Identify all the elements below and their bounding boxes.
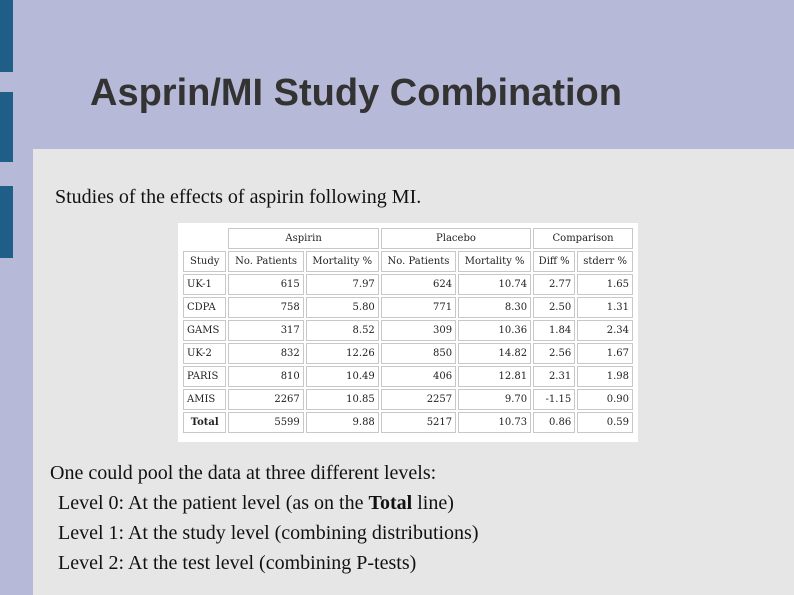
table-row — [183, 320, 633, 341]
cell-aspirin-mortality: 7.97 — [306, 274, 379, 295]
table-row-total — [183, 412, 633, 433]
cell-study: CDPA — [183, 297, 226, 318]
table-row — [183, 274, 633, 295]
cell-aspirin-patients: 615 — [228, 274, 303, 295]
cell-stderr: 1.65 — [577, 274, 633, 295]
column-header-row — [183, 251, 633, 272]
study-table-container — [178, 223, 638, 442]
cell-study: UK-1 — [183, 274, 226, 295]
cell-diff: -1.15 — [533, 389, 575, 410]
level-0-suffix: line) — [412, 492, 454, 514]
cell-placebo-mortality: 12.81 — [458, 366, 531, 387]
cell-diff: 2.77 — [533, 274, 575, 295]
cell-placebo-patients: 309 — [381, 320, 456, 341]
level-0-bold: Total — [368, 492, 413, 514]
cell-placebo-mortality: 9.70 — [458, 389, 531, 410]
cell-stderr: 2.34 — [577, 320, 633, 341]
col-header-placebo-mortality: Mortality % — [458, 251, 531, 272]
header-blank-cell — [183, 228, 226, 249]
accent-bar-bottom — [0, 186, 13, 258]
cell-study: AMIS — [183, 389, 226, 410]
table-row — [183, 343, 633, 364]
cell-diff: 0.86 — [533, 412, 575, 433]
cell-placebo-patients: 850 — [381, 343, 456, 364]
cell-aspirin-mortality: 12.26 — [306, 343, 379, 364]
table-row — [183, 389, 633, 410]
col-header-study: Study — [183, 251, 226, 272]
cell-stderr: 1.67 — [577, 343, 633, 364]
accent-bar-top — [0, 0, 13, 72]
slide-title: Asprin/MI Study Combination — [90, 72, 622, 114]
cell-placebo-mortality: 10.36 — [458, 320, 531, 341]
group-header-placebo: Placebo — [381, 228, 531, 249]
col-header-aspirin-mortality: Mortality % — [306, 251, 379, 272]
pooling-heading: One could pool the data at three different levels: — [50, 462, 437, 484]
col-header-placebo-patients: No. Patients — [381, 251, 456, 272]
cell-placebo-mortality: 10.73 — [458, 412, 531, 433]
col-header-stderr: stderr % — [577, 251, 633, 272]
accent-bar-middle — [0, 92, 13, 162]
group-header-aspirin: Aspirin — [228, 228, 378, 249]
cell-aspirin-mortality: 8.52 — [306, 320, 379, 341]
level-0-prefix: Level 0: At the patient level (as on the — [58, 492, 369, 514]
cell-stderr: 0.59 — [577, 412, 633, 433]
cell-aspirin-patients: 5599 — [228, 412, 303, 433]
cell-aspirin-mortality: 10.49 — [306, 366, 379, 387]
cell-study-total: Total — [183, 412, 226, 433]
cell-aspirin-mortality: 5.80 — [306, 297, 379, 318]
pooling-level-0 — [50, 488, 479, 518]
study-table — [181, 226, 635, 435]
pooling-text — [50, 458, 479, 578]
cell-study: UK-2 — [183, 343, 226, 364]
pooling-level-2: Level 2: At the test level (combining P-tests) — [58, 552, 417, 574]
cell-aspirin-patients: 810 — [228, 366, 303, 387]
cell-stderr: 1.98 — [577, 366, 633, 387]
cell-aspirin-patients: 2267 — [228, 389, 303, 410]
col-header-aspirin-patients: No. Patients — [228, 251, 303, 272]
cell-diff: 2.31 — [533, 366, 575, 387]
cell-diff: 2.50 — [533, 297, 575, 318]
cell-study: PARIS — [183, 366, 226, 387]
group-header-comparison: Comparison — [533, 228, 633, 249]
cell-placebo-patients: 2257 — [381, 389, 456, 410]
cell-placebo-patients: 406 — [381, 366, 456, 387]
table-row — [183, 366, 633, 387]
cell-placebo-mortality: 10.74 — [458, 274, 531, 295]
group-header-row — [183, 228, 633, 249]
cell-aspirin-mortality: 10.85 — [306, 389, 379, 410]
cell-diff: 2.56 — [533, 343, 575, 364]
cell-aspirin-patients: 832 — [228, 343, 303, 364]
col-header-diff: Diff % — [533, 251, 575, 272]
cell-placebo-patients: 5217 — [381, 412, 456, 433]
cell-placebo-mortality: 8.30 — [458, 297, 531, 318]
cell-stderr: 1.31 — [577, 297, 633, 318]
cell-diff: 1.84 — [533, 320, 575, 341]
cell-aspirin-patients: 317 — [228, 320, 303, 341]
table-row — [183, 297, 633, 318]
cell-aspirin-mortality: 9.88 — [306, 412, 379, 433]
cell-stderr: 0.90 — [577, 389, 633, 410]
cell-placebo-patients: 771 — [381, 297, 456, 318]
cell-placebo-mortality: 14.82 — [458, 343, 531, 364]
cell-study: GAMS — [183, 320, 226, 341]
intro-text: Studies of the effects of aspirin following MI. — [55, 186, 422, 208]
cell-placebo-patients: 624 — [381, 274, 456, 295]
cell-aspirin-patients: 758 — [228, 297, 303, 318]
pooling-level-1: Level 1: At the study level (combining distributions) — [58, 522, 479, 544]
